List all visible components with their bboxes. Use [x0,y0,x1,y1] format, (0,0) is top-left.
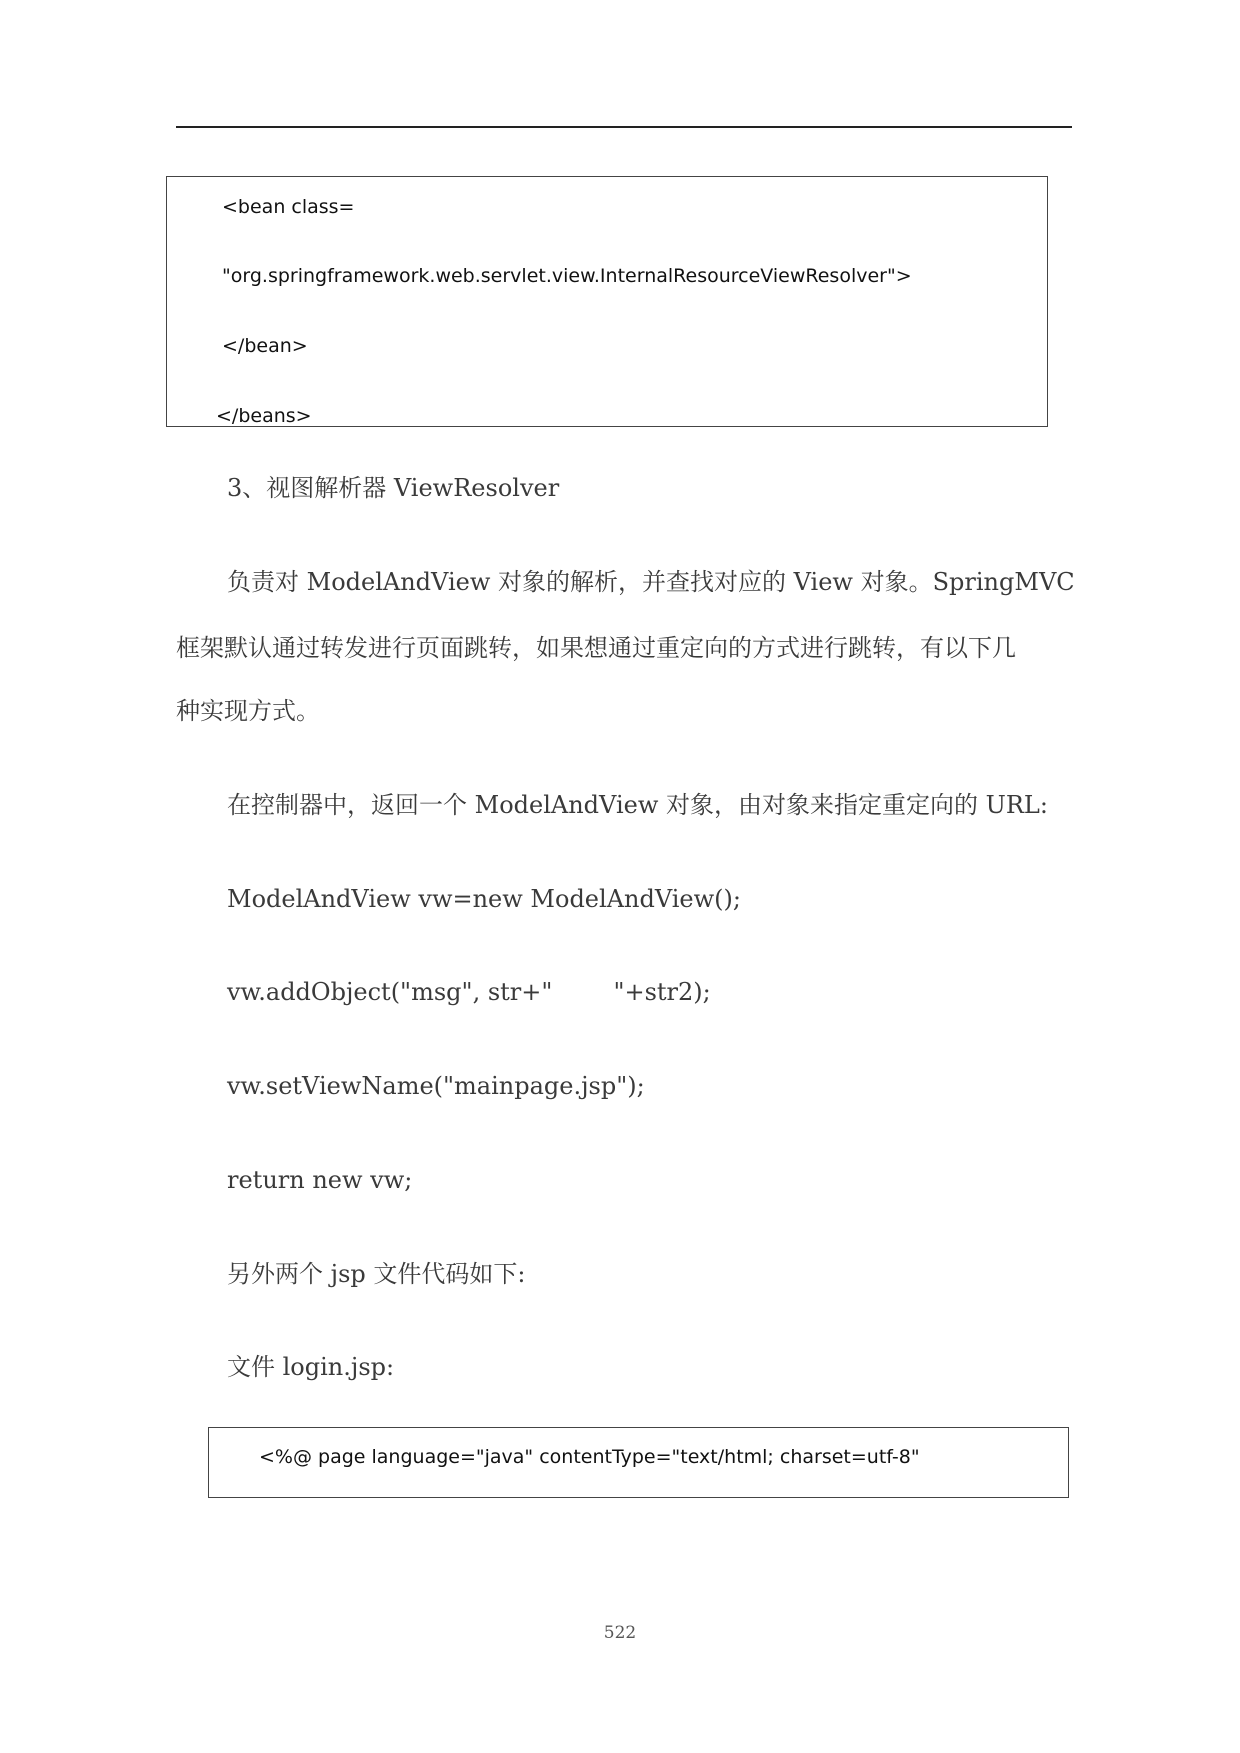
header-rule [176,126,1072,128]
body-line: 在控制器中，返回一个 ModelAndView 对象，由对象来指定重定向的 URL: [227,791,1048,819]
file-label: 文件 login.jsp: [227,1353,395,1381]
body-line: 另外两个 jsp 文件代码如下: [227,1260,526,1288]
code-block-bean [166,176,1048,427]
code-text-line: vw.setViewName("mainpage.jsp"); [227,1072,645,1100]
code-line: </beans> [216,405,312,427]
paragraph-line: 框架默认通过转发进行页面跳转，如果想通过重定向的方式进行跳转，有以下几 [176,634,1016,662]
code-text-line: vw.addObject("msg", str+" "+str2); [227,978,711,1006]
code-line: </bean> [222,335,308,357]
paragraph-line: 种实现方式。 [176,697,320,725]
paragraph-line: 负责对 ModelAndView 对象的解析，并查找对应的 View 对象。SpringMVC [227,568,1075,596]
code-line: <%@ page language="java" contentType="text/html; charset=utf-8" [259,1446,920,1468]
code-line: <bean class= [222,196,355,218]
code-block-jsp [208,1427,1069,1498]
page-number: 522 [603,1623,637,1643]
code-text-line: return new vw; [227,1166,413,1194]
code-line: "org.springframework.web.servlet.view.InternalResourceViewResolver"> [222,265,912,287]
section-heading: 3、视图解析器 ViewResolver [227,474,560,502]
code-text-line: ModelAndView vw=new ModelAndView(); [227,885,741,913]
